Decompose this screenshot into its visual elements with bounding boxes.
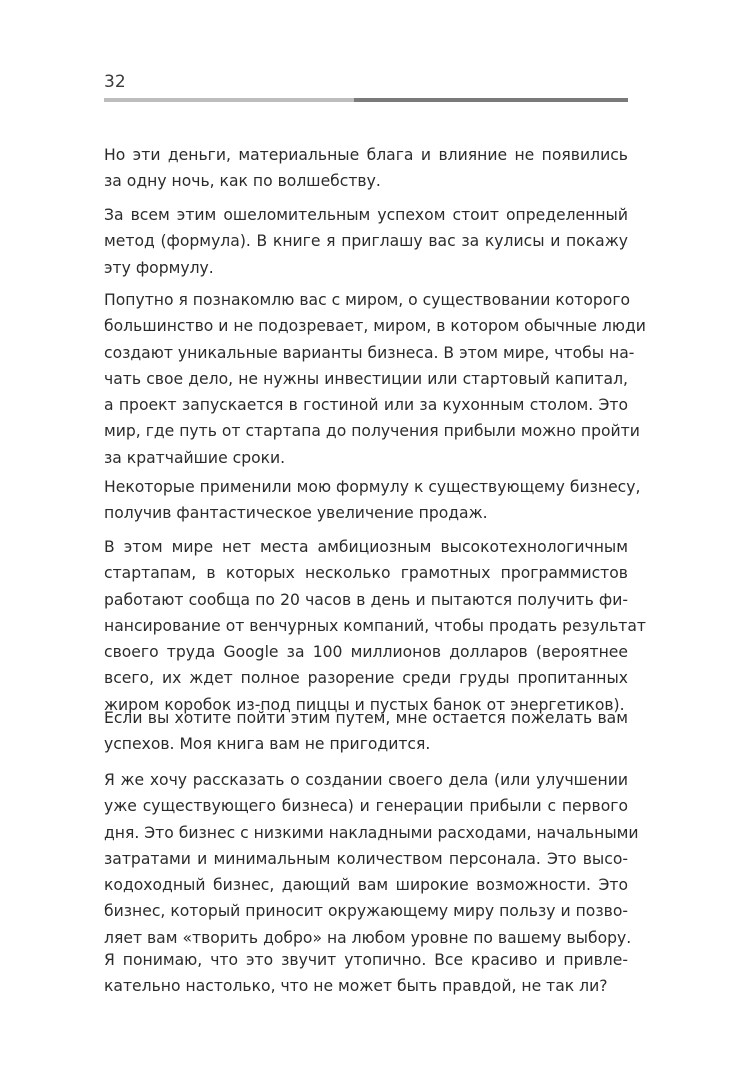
- header-rule-dark: [354, 98, 628, 102]
- text-line: создают уникальные варианты бизнеса. В этом мире, чтобы на-: [104, 343, 635, 362]
- header-rule-light: [104, 98, 354, 102]
- text-line: В этом мире нет места амбициозным высокотехнологичным: [104, 538, 628, 556]
- paragraph: [104, 767, 639, 951]
- text-line: Некоторые применили мою формулу к существующему бизнесу,: [104, 478, 641, 496]
- text-line: большинство и не подозревает, миром, в котором обычные люди: [104, 317, 646, 336]
- text-line: уже существующего бизнеса) и генерации прибыли с первого: [104, 797, 628, 816]
- text-line: своего труда Google за 100 миллионов долларов (вероятнее: [104, 643, 628, 662]
- text-line: дня. Это бизнес с низкими накладными расходами, начальными: [104, 823, 639, 842]
- text-line: всего, их ждет полное разорение среди груды пропитанных: [104, 669, 628, 688]
- text-line: За всем этим ошеломительным успехом стоит определенный: [104, 206, 628, 224]
- text-line: получив фантастическое увеличение продаж.: [104, 504, 488, 523]
- text-line: Я же хочу рассказать о создании своего дела (или улучшении: [104, 771, 628, 789]
- paragraph: [104, 534, 646, 718]
- text-line: за кратчайшие сроки.: [104, 448, 286, 467]
- text-line: за одну ночь, как по волшебству.: [104, 172, 381, 191]
- text-line: ляет вам «творить добро» на любом уровне по вашему выбору.: [104, 928, 632, 947]
- text-line: успехов. Моя книга вам не пригодится.: [104, 735, 431, 754]
- text-line: затратами и минимальным количеством персонала. Это высо-: [104, 849, 628, 868]
- text-line: Попутно я познакомлю вас с миром, о существовании которого: [104, 291, 631, 309]
- text-line: работают сообща по 20 часов в день и пытаются получить фи-: [104, 590, 628, 609]
- text-line: Если вы хотите пойти этим путем, мне остается пожелать вам: [104, 709, 628, 727]
- text-line: метод (формула). В книге я приглашу вас за кулисы и покажу: [104, 232, 628, 251]
- paragraph: [104, 474, 641, 527]
- paragraph: [104, 287, 646, 471]
- paragraph: [104, 142, 628, 195]
- text-line: а проект запускается в гостиной или за кухонным столом. Это: [104, 396, 628, 415]
- paragraph: [104, 947, 628, 1000]
- text-line: жиром коробок из-под пиццы и пустых банок от энергетиков).: [104, 695, 625, 714]
- paragraph: [104, 705, 628, 758]
- text-line: кательно настолько, что не может быть правдой, не так ли?: [104, 977, 608, 996]
- text-line: мир, где путь от стартапа до получения прибыли можно пройти: [104, 422, 640, 441]
- text-line: чать свое дело, не нужны инвестиции или стартовый капитал,: [104, 369, 628, 388]
- text-line: Но эти деньги, материальные блага и влияние не появились: [104, 146, 628, 164]
- text-line: Я понимаю, что это звучит утопично. Все красиво и привле-: [104, 951, 628, 969]
- text-line: кодоходный бизнес, дающий вам широкие возможности. Это: [104, 876, 628, 895]
- text-line: нансирование от венчурных компаний, чтобы продать результат: [104, 616, 646, 635]
- page-number: 32: [104, 72, 126, 92]
- text-line: бизнес, который приносит окружающему миру пользу и позво-: [104, 902, 628, 921]
- text-line: стартапам, в которых несколько грамотных программистов: [104, 564, 628, 583]
- paragraph: [104, 202, 628, 281]
- text-line: эту формулу.: [104, 258, 214, 277]
